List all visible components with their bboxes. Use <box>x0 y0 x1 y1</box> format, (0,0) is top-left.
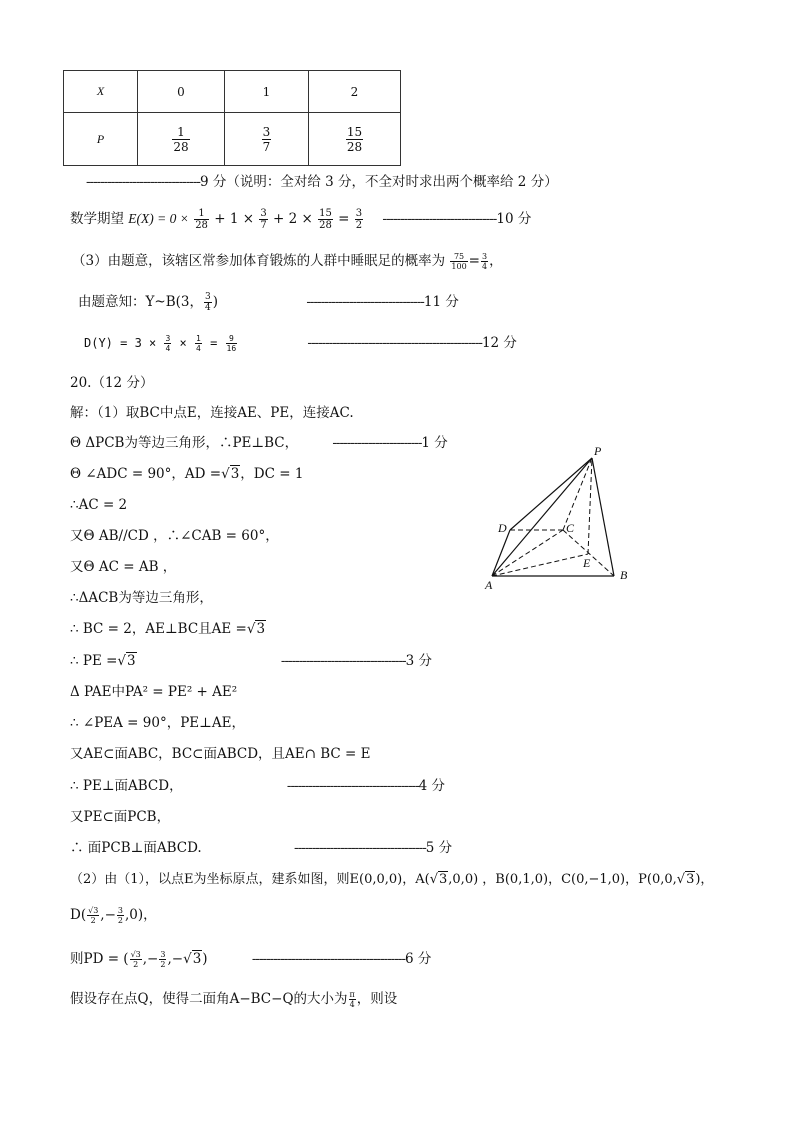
table-p-value: $\frac{3}{7}$ <box>225 113 309 166</box>
label-d: D <box>498 521 507 535</box>
solution-line: ∴AC = 2 <box>70 497 128 513</box>
part2-line: （2）由（1），以点E为坐标原点，建系如图，则E(0,0,0)，A(√3,0,0) ，B(0,1,0)，C(0,−1,0)，P(0,0,√3)， <box>70 872 714 887</box>
question-20-heading: 20.（12 分） <box>70 375 154 391</box>
pyramid-figure <box>480 440 650 595</box>
label-p: P <box>594 444 602 458</box>
solution-line: Θ ΔPCB为等边三角形，∴PE⊥BC， -------------------------1 分 <box>70 435 448 451</box>
vector-pd-line: 则PD = ( $\frac{√3}{2}$ ,− $\frac{3}{2}$ ,−√3) -------------------------------------------6 分 <box>70 950 432 969</box>
assumption-line: 假设存在点Q，使得二面角A−BC−Q的大小为 $\frac{\pi}{4}$ ，则设 <box>70 990 398 1009</box>
expectation-line: 数学期望 E(X) = 0 × $\frac{1}{28}$ + 1 × $\frac{3}{7}$ + 2 × $\frac{15}{28}$ = $\frac{3}{2}$ --------------------------------10 分 <box>70 208 532 231</box>
score-line-12: D(Y) = 3 × $\frac{3}{4}$ × $\frac{1}{4}$ = $\frac{9}{16}$ -------------------------------------------------12 分 <box>84 334 517 353</box>
solution-line: ∴ PE =√3 -----------------------------------3 分 <box>70 653 432 669</box>
table-p-label: P <box>64 113 138 166</box>
solution-line: 又Θ AC = AB ， <box>70 559 177 575</box>
point-d-line: D( $\frac{√3}{2}$ ,− $\frac{3}{2}$ ,0)， <box>70 906 157 925</box>
score-line-11: 由题意知：Y~B(3， $\frac{3}{4}$ ) ---------------------------------11 分 <box>78 292 459 313</box>
solution-line: 又Θ AB//CD ，∴∠CAB = 60°， <box>70 528 279 544</box>
solution-line: 又AE⊂面ABC，BC⊂面ABCD，且AE∩ BC = E <box>70 746 371 762</box>
label-e: E <box>583 556 591 570</box>
distribution-table <box>63 70 401 166</box>
table-x-value: 0 <box>138 71 225 113</box>
score-line-9: --------------------------------9 分（说明：全对给 3 分，不全对时求出两个概率给 2 分） <box>86 174 558 190</box>
part3-line: （3）由题意，该辖区常参加体育锻炼的人群中睡眠足的概率为 $\frac{75}{100}$ = $\frac{3}{4}$ ， <box>72 252 503 271</box>
label-c: C <box>566 521 575 535</box>
table-p-value: $\frac{1}{28}$ <box>138 113 225 166</box>
solution-line: ∴ ∠PEA = 90°，PE⊥AE， <box>70 715 245 731</box>
table-p-value: $\frac{15}{28}$ <box>309 113 401 166</box>
solution-line: Θ ∠ADC = 90°，AD =√3，DC = 1 <box>70 466 304 482</box>
table-x-value: 1 <box>225 71 309 113</box>
solution-line: ∴ΔACB为等边三角形， <box>70 590 213 606</box>
table-x-value: 2 <box>309 71 401 113</box>
solution-line: 解：（1）取BC中点E，连接AE、PE，连接AC. <box>70 405 354 421</box>
solution-line: ∴ BC = 2，AE⊥BC且AE =√3 <box>70 621 266 637</box>
table-x-label: X <box>64 71 138 113</box>
label-b: B <box>620 568 628 582</box>
solution-line: ∴ 面PCB⊥面ABCD. -------------------------------------5 分 <box>70 840 453 856</box>
label-a: A <box>485 578 493 592</box>
solution-line: 又PE⊂面PCB， <box>70 809 171 825</box>
solution-line: Δ PAE中PA² = PE² + AE² <box>70 684 238 700</box>
solution-line: ∴ PE⊥面ABCD， -------------------------------------4 分 <box>70 778 446 794</box>
